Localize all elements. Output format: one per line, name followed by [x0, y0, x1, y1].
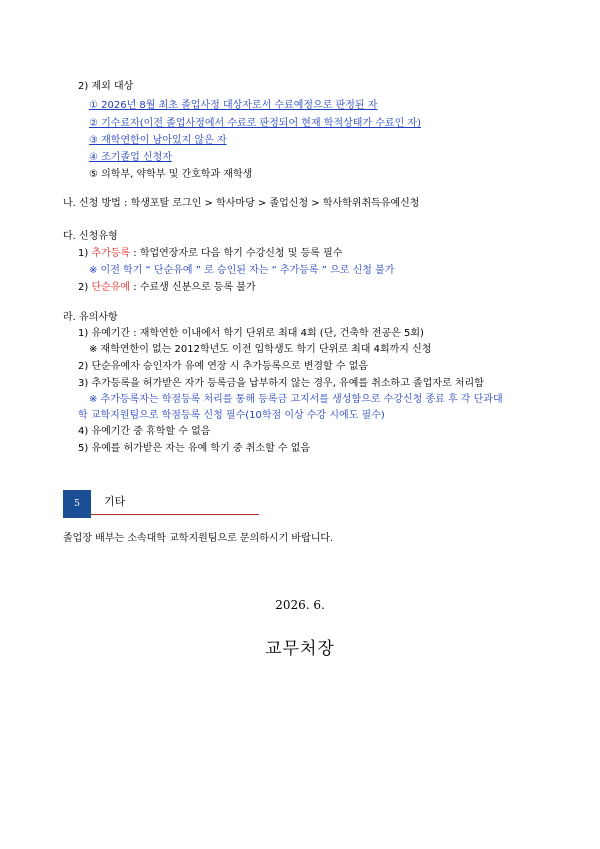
note-item-2: 2) 단순유예자 승인자가 유예 연장 시 추가등록으로 변경할 수 없음: [78, 361, 369, 372]
note-item-3: 3) 추가등록을 허가받은 자가 등록금을 납부하지 않는 경우, 유예를 취소하고 졸업자로 처리함: [78, 378, 484, 389]
note-item-1-note: ※ 재학연한이 없는 2012학년도 이전 입학생도 학기 단위로 최대 4회까지 신청: [89, 344, 432, 355]
exclusion-item-4: ④ 조기졸업 신청자: [89, 152, 172, 163]
type-item-1: [78, 247, 342, 260]
section-number-badge: 5: [63, 490, 91, 518]
note-item-1: 1) 유예기간 : 재학연한 이내에서 학기 단위로 최대 4회 (단, 건축학 전공은 5회): [78, 328, 424, 339]
section-divider: [91, 514, 259, 515]
exclusion-item-2: ② 기수료자(이전 졸업사정에서 수료로 판정되어 현재 학적상태가 수료인 자): [89, 118, 421, 129]
exclusion-item-3: ③ 재학연한이 남아있지 않은 자: [89, 135, 227, 146]
issuer-signature: 교무처장: [265, 639, 335, 659]
type-item-1-note: ※ 이전 학기 “ 단순유예 ” 로 승인된 자는 “ 추가등록 ” 으로 신청 불가: [89, 265, 395, 276]
application-method: 나. 신청 방법 : 학생포탈 로그인 > 학사마당 > 졸업신청 > 학사학위취득유예신청: [63, 198, 420, 209]
note-item-4: 4) 유예기간 중 휴학할 수 없음: [78, 426, 211, 437]
exclusion-item-5: ⑤ 의학부, 약학부 및 간호학과 재학생: [89, 169, 253, 180]
section-title: 기타: [104, 495, 126, 508]
type-label-additional-registration: 추가등록: [91, 248, 131, 259]
types-heading: 다. 신청유형: [63, 231, 118, 242]
note-item-3-note-line-1: ※ 추가등록자는 학점등록 처리를 통해 등록금 고지서를 생성함으로 수강신청 종료 후 각 단과대: [89, 394, 503, 405]
type-item-2: [78, 281, 256, 294]
section-body: 졸업장 배부는 소속대학 교학지원팀으로 문의하시기 바랍니다.: [63, 533, 334, 544]
notes-heading: 라. 유의사항: [63, 312, 118, 323]
type-item-1-number: 1): [78, 248, 89, 259]
document-date: 2026. 6.: [275, 598, 325, 612]
exclusion-item-1: ① 2026년 8월 최초 졸업사정 대상자로서 수료예정으로 판정된 자: [89, 100, 378, 111]
note-item-5: 5) 유예를 허가받은 자는 유예 학기 중 취소할 수 없음: [78, 443, 311, 454]
type-item-2-number: 2): [78, 282, 89, 293]
exclusion-heading: 2) 제외 대상: [78, 81, 134, 92]
type-item-1-description: : 학업연장자로 다음 학기 수강신청 및 등록 필수: [130, 248, 343, 259]
type-item-2-description: : 수료생 신분으로 등록 불가: [130, 282, 256, 293]
note-item-3-note-line-2: 학 교학지원팀으로 학점등록 신청 필수(10학점 이상 수강 시에도 필수): [78, 410, 385, 421]
type-label-simple-deferral: 단순유예: [91, 282, 131, 293]
